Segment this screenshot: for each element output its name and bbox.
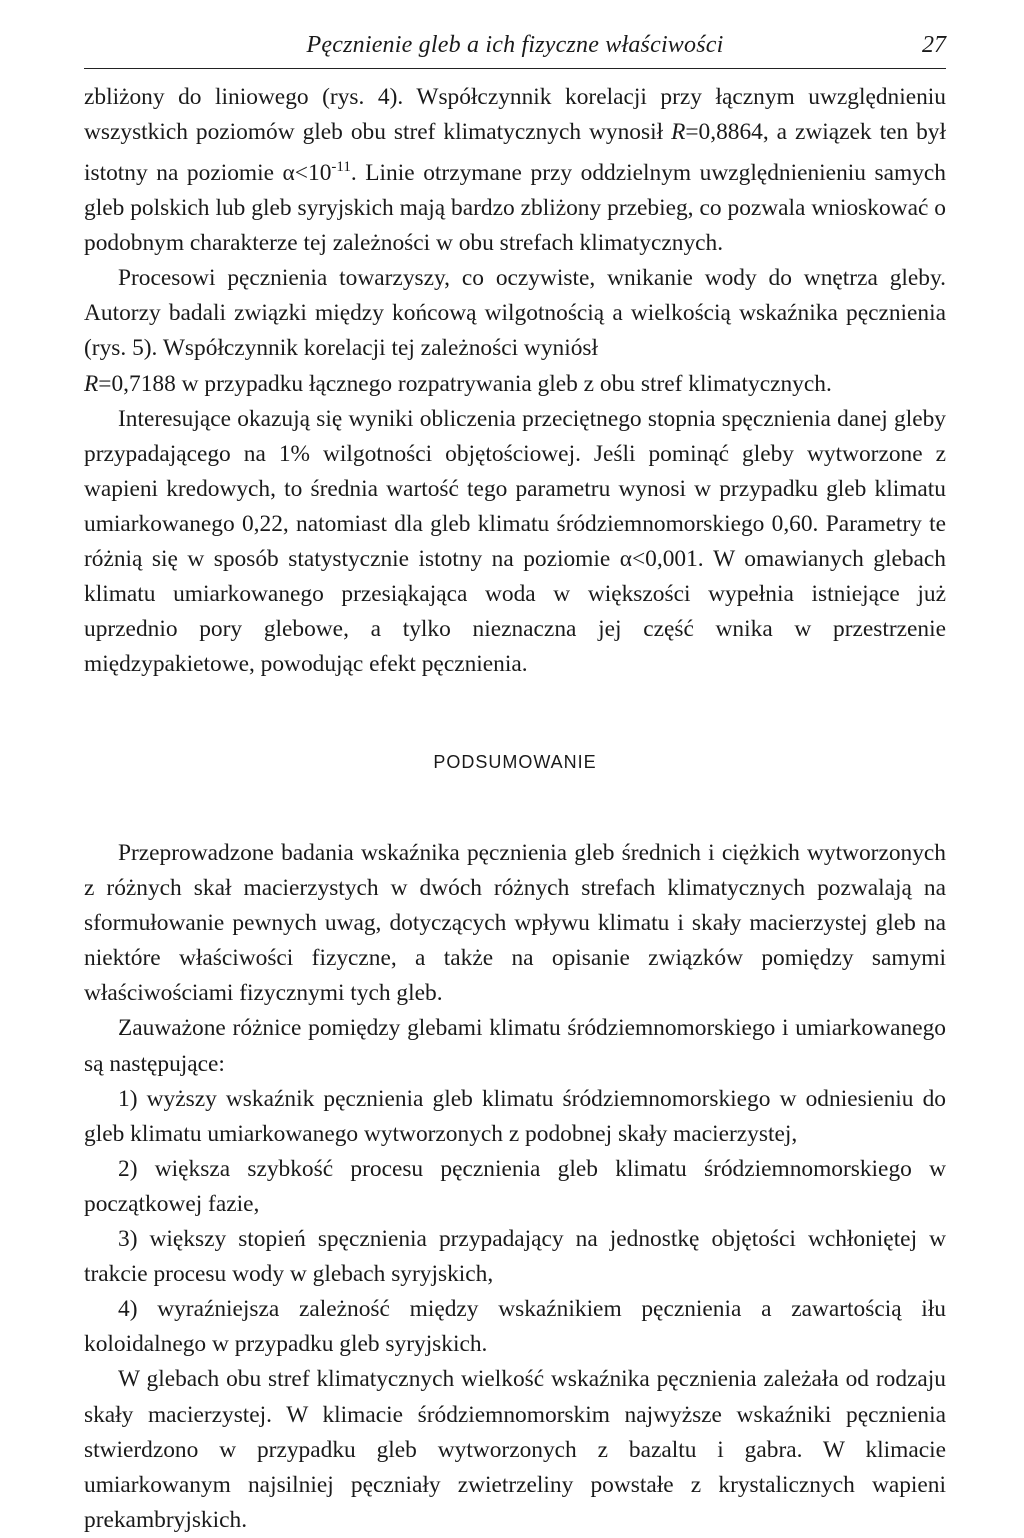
list-item: 2) większa szybkość procesu pęcznienia gleb klimatu śródziemnomorskiego w początkowej fazie, xyxy=(84,1155,946,1217)
page-number: 27 xyxy=(922,32,946,58)
paragraph: W glebach obu stref klimatycznych wielkość wskaźnika pęcznienia zależała od rodzaju skały macierzystej. W klimacie śródziemnomorskim najwyższe wskaźniki pęcznienia stwierdzono w przypadku gleb wytworzonych z bazaltu i gabra. W klimacie umiarkowanym najsilniej pęczniały zwietrzeliny powstałe z krystalicznych wapieni prekambryjskich. xyxy=(84,1366,946,1533)
running-title: Pęcznienie gleb a ich fizyczne właściwości xyxy=(306,32,724,58)
summary-text xyxy=(84,836,946,1538)
page-header xyxy=(84,28,946,69)
text-run: =0,7188 w przypadku łącznego rozpatrywania gleb z obu stref klimatycznych. xyxy=(98,370,832,397)
paragraph xyxy=(84,80,946,261)
body-text xyxy=(84,80,946,682)
list-item: 4) wyraźniejsza zależność między wskaźnikiem pęcznienia a zawartością iłu koloidalnego w przypadku gleb syryjskich. xyxy=(84,1296,946,1358)
section-heading: PODSUMOWANIE xyxy=(433,752,597,772)
text-run: zbliżony do liniowego (rys. 4). Współczynnik korelacji przy łącznym uwzględnieniu wszystkich poziomów gleb obu stref klimatycznych wynosił xyxy=(84,84,946,146)
list-item: 1) wyższy wskaźnik pęcznienia gleb klimatu śródziemnomorskiego w odniesieniu do gleb klimatu umiarkowanego wytworzonych z podobnej skały macierzystej, xyxy=(84,1085,946,1147)
text-run: =0,8864, a związek ten był istotny na poziomie α<10 xyxy=(84,119,946,186)
paragraph: Zauważone różnice pomiędzy glebami klimatu śródziemnomorskiego i umiarkowanego są następujące: xyxy=(84,1015,946,1077)
text-run: Procesowi pęcznienia towarzyszy, co oczywiste, wnikanie wody do wnętrza gleby. Autorzy badali związki między końcową wilgotnością a wielkością wskaźnika pęcznienia (rys. 5). Współczynnik korelacji tej zależności wyniósł xyxy=(84,265,946,362)
paragraph: Przeprowadzone badania wskaźnika pęcznienia gleb średnich i ciężkich wytworzonych z różnych skał macierzystych w dwóch różnych strefach klimatycznych pozwalają na sformułowanie pewnych uwag, dotyczących wpływu klimatu i skały macierzystej gleb na niektóre właściwości fizyczne, a także na opisanie związków pomiędzy samymi właściwościami fizycznymi tych gleb. xyxy=(84,840,946,1007)
list-item: 3) większy stopień spęcznienia przypadający na jednostkę objętości wchłoniętej w trakcie procesu wody w glebach syryjskich, xyxy=(84,1226,946,1288)
paragraph xyxy=(84,261,946,401)
text-run: . Linie otrzymane przy oddzielnym uwzględnienieniu samych gleb polskich lub gleb syryjskich mają bardzo zbliżony przebieg, co pozwala wnioskować o podobnym charakterze tej zależności w obu strefach klimatycznych. xyxy=(84,159,946,257)
variable-r: R xyxy=(671,119,686,146)
exponent: -11 xyxy=(331,159,351,176)
variable-r: R xyxy=(84,370,99,397)
paragraph: Interesujące okazują się wyniki obliczenia przeciętnego stopnia spęcznienia danej gleby przypadającego na 1% wilgotności objętościowej. Jeśli pominąć gleby wytworzone z wapieni kredowych, to średnia wartość tego parametru wynosi w przypadku gleb klimatu umiarkowanego 0,22, natomiast dla gleb klimatu śródziemnomorskiego 0,60. Parametry te różnią się w sposób statystycznie istotny na poziomie α<0,001. W omawianych glebach klimatu umiarkowanego przesiąkająca woda w większości wypełnia istniejące już uprzednio pory glebowe, a tylko nieznaczna jej część wnika w przestrzenie międzypakietowe, powodując efekt pęcznienia. xyxy=(84,405,946,678)
